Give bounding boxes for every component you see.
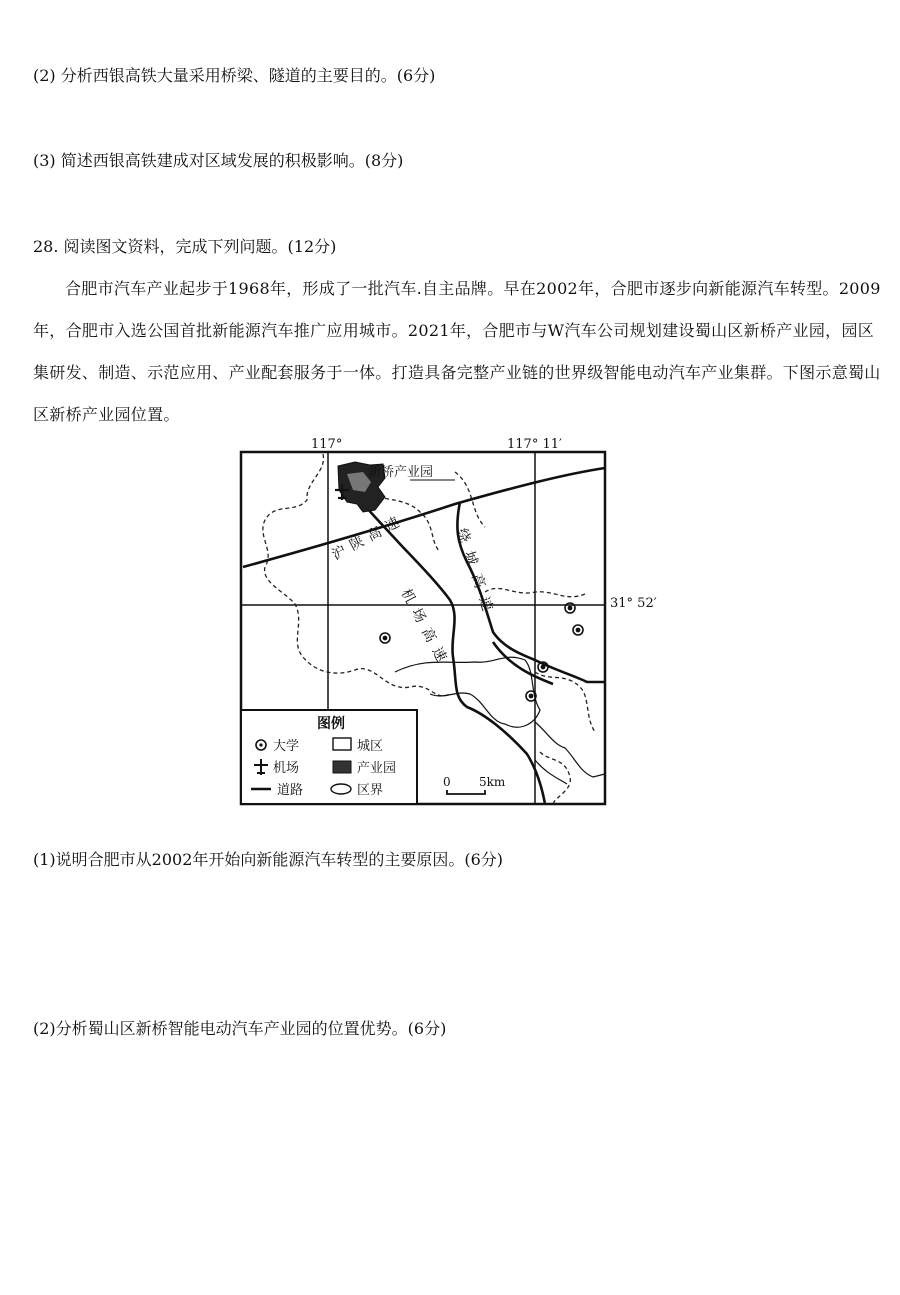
lat-label: 31° 52′ (610, 596, 657, 611)
lon-label-left: 117° (311, 437, 343, 452)
industrial-park-label: 新桥产业园 (368, 465, 434, 480)
legend-airport: 机场 (273, 761, 300, 776)
road-label-hushan: 沪陕高速 (329, 511, 408, 564)
question-28-part-2: (2)分析蜀山区新桥智能电动汽车产业园的位置优势。(6分) (33, 1019, 447, 1038)
legend-university: 大学 (273, 739, 300, 754)
scale-zero: 0 (443, 775, 451, 789)
legend-urban-swatch (333, 738, 351, 750)
location-map (235, 432, 695, 812)
road-east-west (243, 468, 605, 567)
question-28-part-1: (1)说明合肥市从2002年开始向新能源汽车转型的主要原因。(6分) (33, 850, 504, 869)
legend-park: 产业园 (357, 761, 397, 776)
question-28-passage: 合肥市汽车产业起步于1968年，形成了一批汽车.自主品牌。早在2002年，合肥市逐步向新能源汽车转型。2009年，合肥市入选公国首批新能源汽车推广应用城市。2021年，合肥市与W汽车公司规划建设蜀山区新桥产业园，园区集研发、制造、示范应用、产业配套服务于一体。打造具备完整产业链的世界级智能电动汽车产业集群。下图示意蜀山区新桥产业园位置。 (33, 279, 881, 424)
legend (241, 710, 417, 804)
question-28-header: 28. 阅读图文资料，完成下列问题。(12分) (33, 237, 337, 256)
question-27-part-2: (2) 分析西银高铁大量采用桥梁、隧道的主要目的。(6分) (33, 66, 436, 85)
scale-bar (443, 775, 506, 794)
legend-boundary: 区界 (357, 783, 384, 798)
legend-title: 图例 (317, 716, 345, 732)
scale-five: 5km (479, 775, 506, 789)
legend-park-swatch (333, 761, 351, 773)
legend-road: 道路 (277, 783, 304, 798)
question-27-part-3: (3) 简述西银高铁建成对区域发展的积极影响。(8分) (33, 151, 404, 170)
road-label-airport: 机场高速 (397, 586, 453, 672)
legend-urban: 城区 (357, 739, 384, 754)
road-label-ring: 绕城高速 (453, 526, 499, 623)
lon-label-right: 117° 11′ (507, 437, 562, 452)
